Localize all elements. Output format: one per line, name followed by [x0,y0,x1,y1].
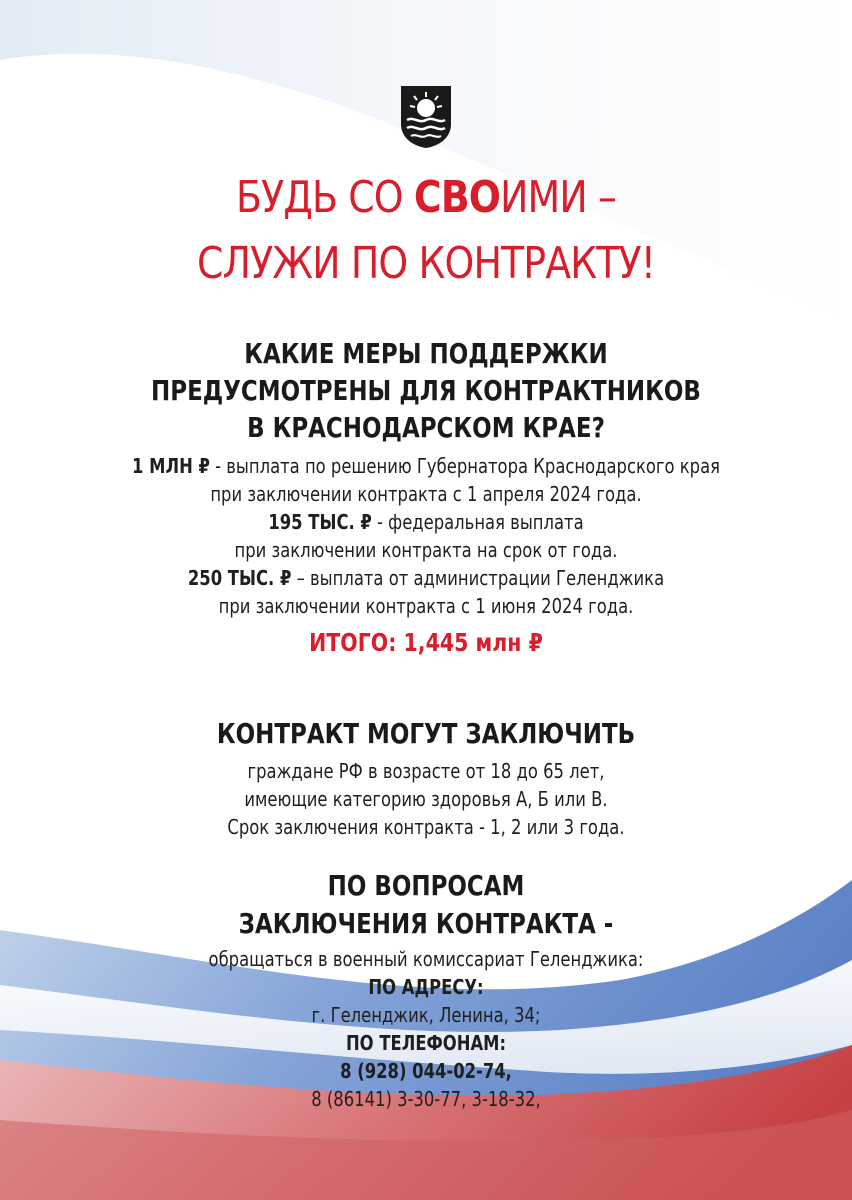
phones-label: ПО ТЕЛЕФОНАМ: [345,1031,507,1055]
title-line-1: БУДЬ СО СВОИМИ – [235,172,617,223]
support-heading-line-2: ПРЕДУСМОТРЕНЫ ДЛЯ КОНТРАКТНИКОВ [151,374,701,407]
support-total: ИТОГО: 1,445 млн ₽ [309,628,543,657]
contacts-heading-line-1: ПО ВОПРОСАМ [327,869,525,902]
eligibility-line-2: имеющие категорию здоровья А, Б или В. [244,787,608,811]
phones-other: 8 (86141) 3-30-77, 3-18-32, [311,1087,541,1111]
support-item-3: 250 ТЫС. ₽ – выплата от администрации Геленджика [187,566,665,590]
contacts-heading-line-2: ЗАКЛЮЧЕНИЯ КОНТРАКТА - [238,907,614,940]
support-item-3-detail: при заключении контракта с 1 июня 2024 года. [218,594,634,618]
title-line-2: СЛУЖИ ПО КОНТРАКТУ! [196,238,656,289]
address-value: г. Геленджик, Ленина, 34; [311,1003,541,1027]
contacts-intro: обращаться в военный комиссариат Геленджика: [208,947,644,971]
phone-main: 8 (928) 044-02-74, [340,1059,512,1083]
eligibility-line-1: граждане РФ в возрасте от 18 до 65 лет, [247,759,605,783]
support-heading-line-3: В КРАСНОДАРСКОМ КРАЕ? [247,411,605,444]
support-item-2: 195 ТЫС. ₽ - федеральная выплата [268,510,584,534]
eligibility-line-3: Срок заключения контракта - 1, 2 или 3 года. [227,815,625,839]
eligibility-heading: КОНТРАКТ МОГУТ ЗАКЛЮЧИТЬ [216,717,636,750]
support-item-2-detail: при заключении контракта на срок от года. [234,538,618,562]
support-heading-line-1: КАКИЕ МЕРЫ ПОДДЕРЖКИ [244,337,608,370]
coat-of-arms-icon [399,84,453,150]
support-item-1-detail: при заключении контракта с 1 апреля 2024 года. [210,482,642,506]
support-item-1: 1 МЛН ₽ - выплата по решению Губернатора Краснодарского края [132,454,720,478]
address-label: ПО АДРЕСУ: [368,975,484,999]
